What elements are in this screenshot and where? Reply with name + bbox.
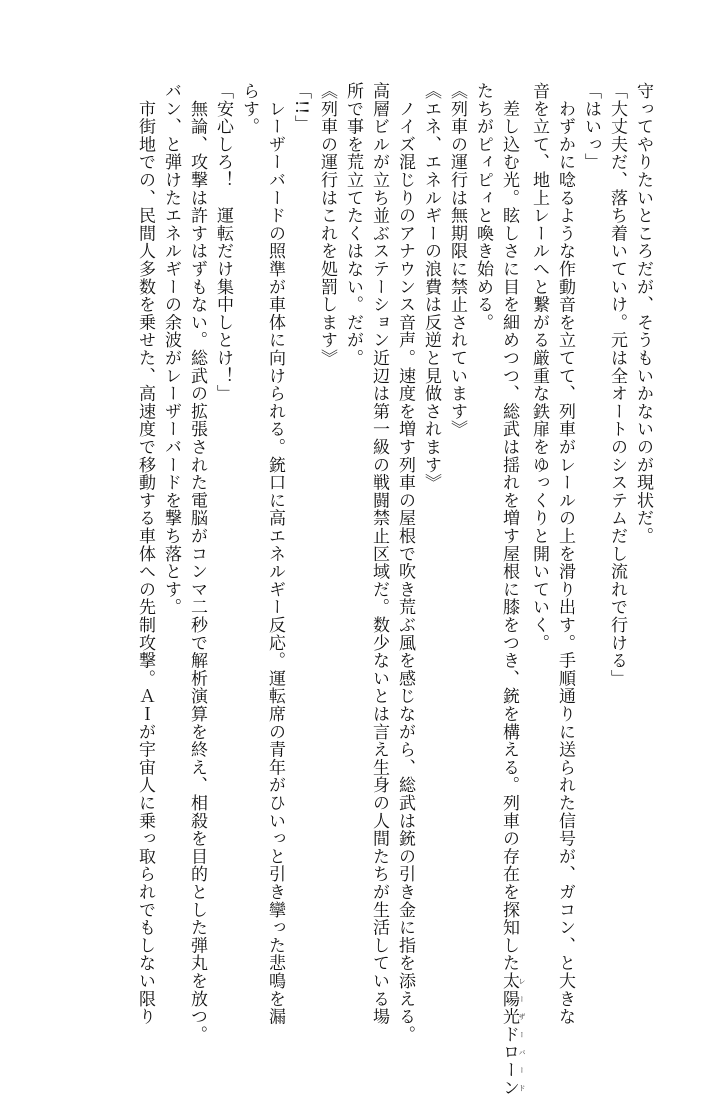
text-line: 市街地での、民間人多数を乗せた、高速度で移動する車体への先制攻撃。ＡＩが宇宙人に乗っ取られでもしない限り (135, 82, 155, 1026)
text-line: 守ってやりたいところだが、そうもいかないのが現状だ。 (633, 82, 653, 545)
text-line: 所で事を荒立てたくはない。だが。 (343, 82, 363, 367)
text-line: 《エネ、エネルギーの浪費は反逆と見做されます》 (421, 82, 441, 492)
text-line: 「安心しろ！ 運転だけ集中しとけ！」 (213, 82, 233, 403)
ruby-annotation (499, 972, 526, 1097)
text-line: 《列車の運行はこれを処罰します》 (317, 82, 337, 367)
text-line: 「!!」 (291, 82, 311, 133)
vertical-text-body (56, 82, 656, 1097)
text-line-segment: 差し込む光。眩しさに目を細めつつ、総武は揺れを増す屋根に膝をつき、銃を構える。列車の存在を探知した (499, 82, 519, 972)
text-line: レーザーバードの照準が車体に向けられる。銃口に高エネルギー反応。運転席の青年がひいっと引き攣った悲鳴を漏 (265, 82, 285, 1026)
text-line: 「大丈夫だ、落ち着いていけ。元は全オートのシステムだし流れで行ける」 (607, 82, 627, 688)
text-line: 《列車の運行は無期限に禁止されています》 (447, 82, 467, 438)
text-line: 高層ビルが立ち並ぶステーション近辺は第一級の戦闘禁止区域だ。数少ないとは言え生身の人間たちが生活している場 (369, 82, 389, 1026)
text-line: わずかに唸るような作動音を立てて、列車がレールの上を滑り出す。手順通りに送られた信号が、ガコン、と大きな (555, 82, 575, 1026)
ruby-reading: レーザーバード (518, 972, 526, 1097)
text-line-with-ruby (496, 82, 526, 1097)
text-line: バン、と弾けたエネルギーの余波がレーザーバードを撃ち落とす。 (161, 82, 181, 616)
text-line: 音を立て、地上レールへと繋がる厳重な鉄扉をゆっくりと開いていく。 (529, 82, 549, 652)
text-line: 「はいっ」 (581, 82, 601, 171)
text-line: たちがピィピィと喚き始める。 (473, 82, 493, 332)
text-line: 無論、攻撃は許すはずもない。総武の拡張された電脳がコンマ二秒で解析演算を終え、相殺を目的とした弾丸を放つ。 (187, 82, 207, 1044)
text-line: ノイズ混じりのアナウンス音声。速度を増す列車の屋根で吹き荒ぶ風を感じながら、総武は銃の引き金に指を添える。 (395, 82, 415, 1044)
ruby-base: 太陽光ドローン (499, 972, 519, 1097)
text-line: らす。 (239, 82, 259, 136)
